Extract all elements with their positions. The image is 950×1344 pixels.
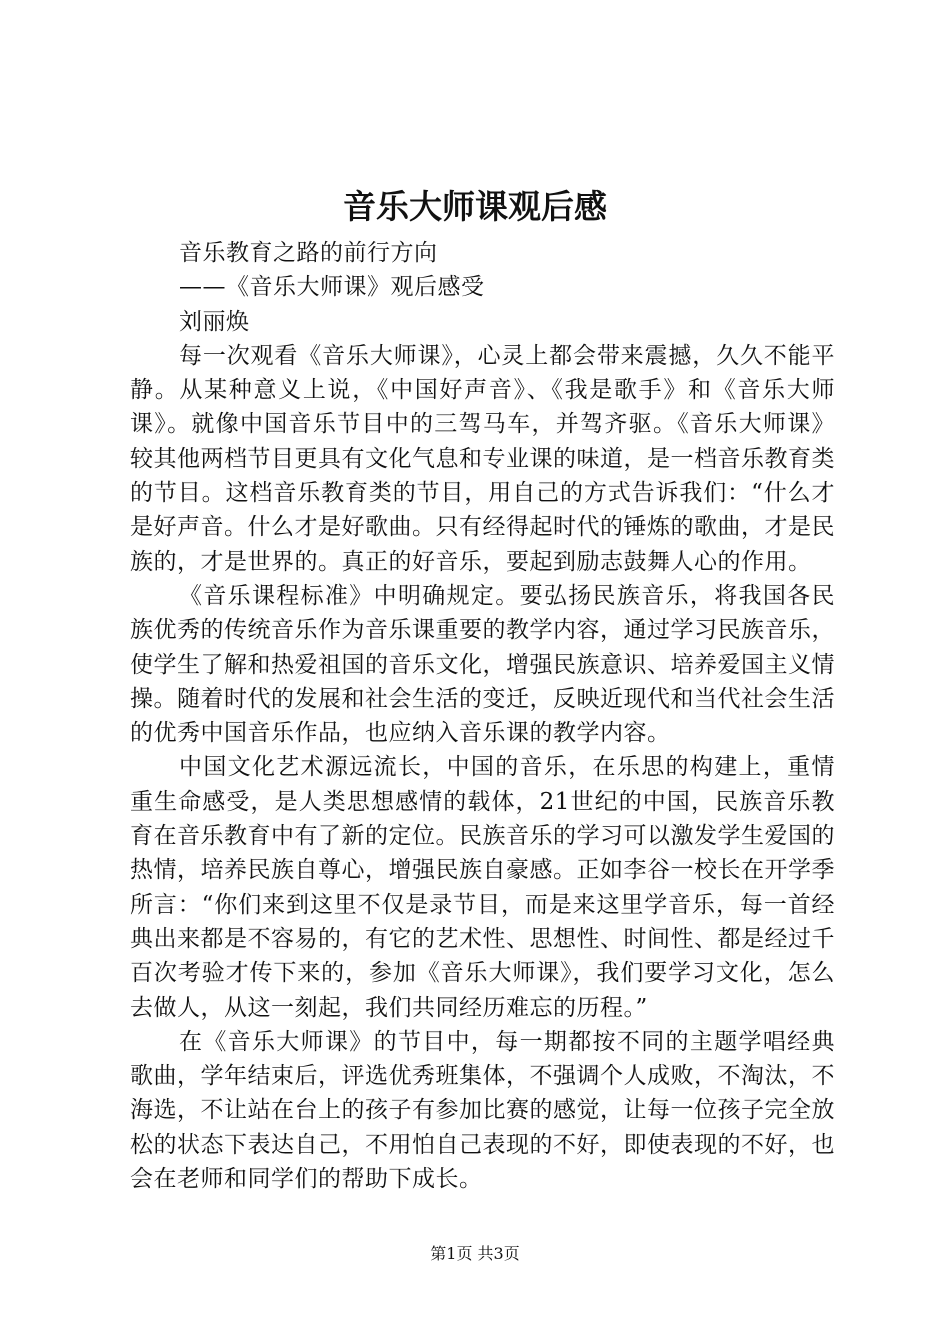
page-footer: 第1页 共3页 [430, 1244, 520, 1263]
document-body [130, 236, 835, 1196]
document-title: 音乐大师课观后感 [343, 187, 607, 226]
body-paragraph: 在《音乐大师课》的节目中，每一期都按不同的主题学唱经典歌曲，学年结束后，评选优秀班集体，不强调个人成败，不淘汰，不海选，不让站在台上的孩子有参加比赛的感觉，让每一位孩子完全放松的状态下表达自己，不用怕自己表现的不好，即使表现的不好，也会在老师和同学们的帮助下成长。 [130, 1028, 835, 1193]
body-paragraph: 《音乐课程标准》中明确规定。要弘扬民族音乐，将我国各民族优秀的传统音乐作为音乐课重要的教学内容，通过学习民族音乐，使学生了解和热爱祖国的音乐文化，增强民族意识、培养爱国主义情操。随着时代的发展和社会生活的变迁，反映近现代和当代社会生活的优秀中国音乐作品，也应纳入音乐课的教学内容。 [130, 582, 835, 747]
body-paragraph: 每一次观看《音乐大师课》，心灵上都会带来震撼，久久不能平静。从某种意义上说，《中国好声音》、《我是歌手》和《音乐大师课》。就像中国音乐节目中的三驾马车，并驾齐驱。《音乐大师课》较其他两档节目更具有文化气息和专业课的味道，是一档音乐教育类的节目。这档音乐教育类的节目，用自己的方式告诉我们：“什么才是好声音。什么才是好歌曲。只有经得起时代的锤炼的歌曲，才是民族的，才是世界的。真正的好音乐，要起到励志鼓舞人心的作用。 [130, 342, 835, 575]
author-name: 刘丽焕 [179, 308, 250, 335]
body-paragraph: 中国文化艺术源远流长，中国的音乐，在乐思的构建上，重情重生命感受，是人类思想感情的载体，21世纪的中国，民族音乐教育在音乐教育中有了新的定位。民族音乐的学习可以激发学生爱国的热情，培养民族自尊心，增强民族自豪感。正如李谷一校长在开学季所言：“你们来到这里不仅是录节目，而是来这里学音乐，每一首经典出来都是不容易的，有它的艺术性、思想性、时间性、都是经过千百次考验才传下来的，参加《音乐大师课》，我们要学习文化，怎么去做人，从这一刻起，我们共同经历难忘的历程。” [130, 754, 835, 1021]
subtitle-line: ——《音乐大师课》观后感受 [179, 274, 485, 301]
subtitle-line: 音乐教育之路的前行方向 [179, 240, 438, 266]
